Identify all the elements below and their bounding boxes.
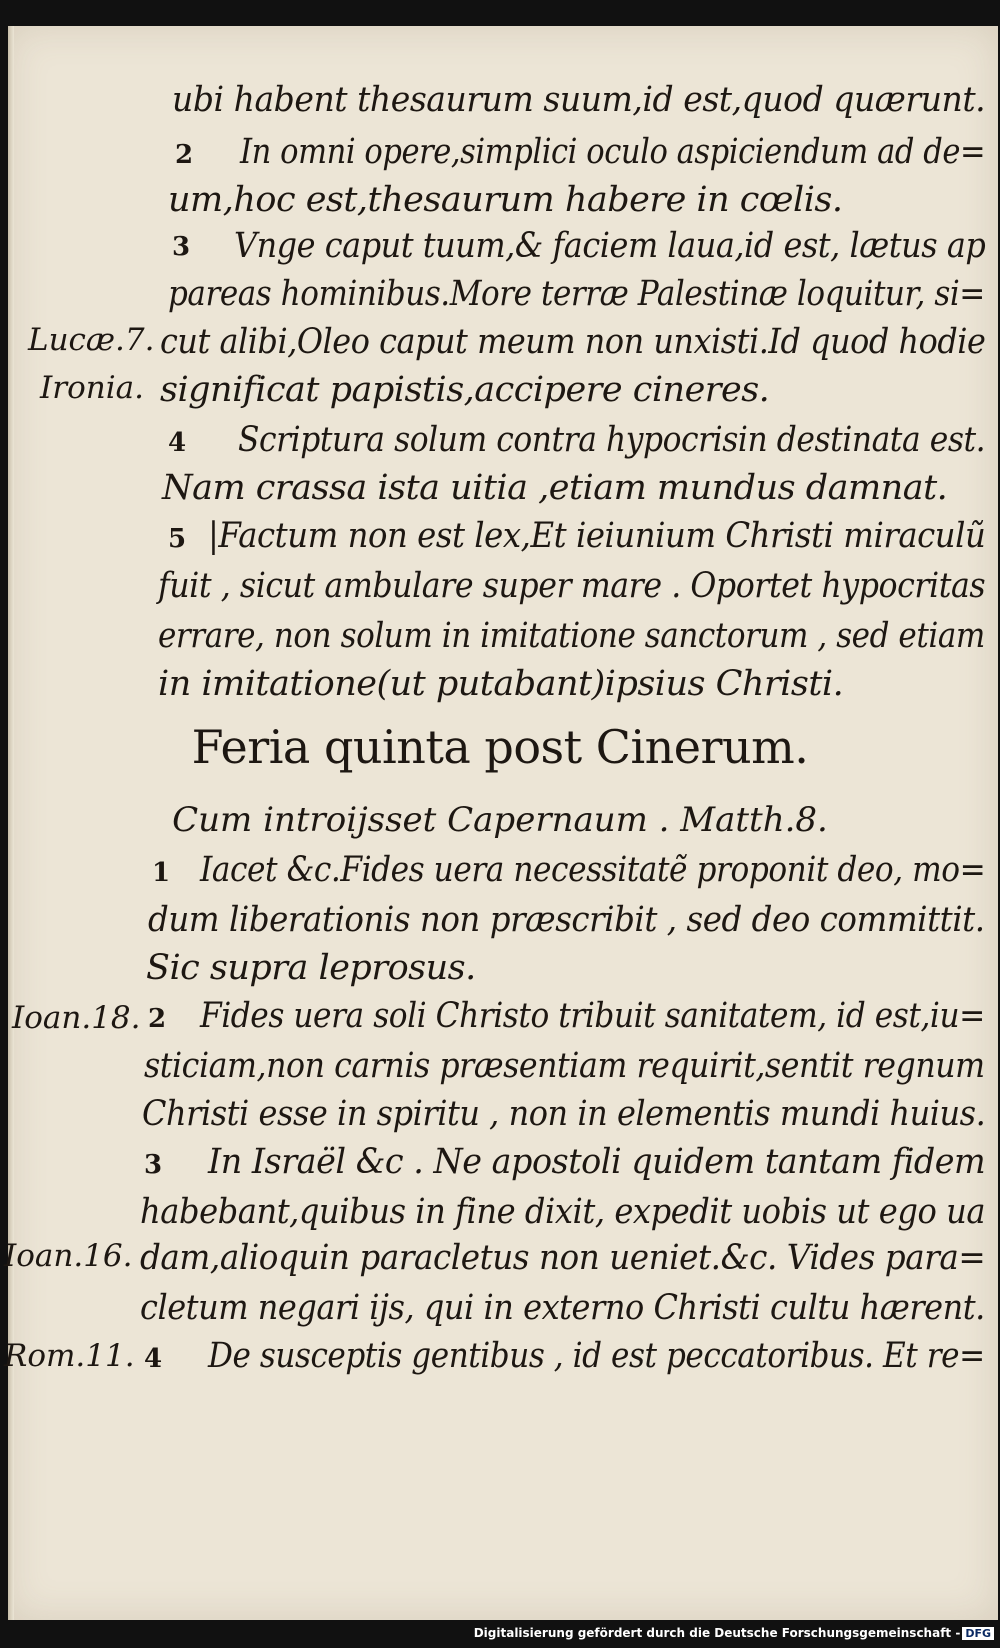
text-line: sticiam,non carnis præsentiam requirit,sentit regnum	[144, 1046, 985, 1086]
credit-text: Digitalisierung gefördert durch die Deutsche Forschungsgemeinschaft -	[473, 1626, 961, 1640]
text-line: errare, non solum in imitatione sanctorum , sed etiam	[158, 616, 985, 656]
margin-note: Rom.11.	[4, 1338, 135, 1374]
text-line: um,hoc est,thesaurum habere in cœlis.	[168, 180, 843, 220]
text-line: De susceptis gentibus , id est peccatoribus. Et re=	[208, 1336, 985, 1376]
text-line: in imitatione(ut putabant)ipsius Christi.	[158, 664, 844, 704]
text-line: cletum negari ijs, qui in externo Christi cultu hærent.	[140, 1288, 985, 1328]
paragraph-number: 1	[152, 858, 171, 888]
paragraph-number: 4	[144, 1344, 163, 1374]
text-line: Fides uera soli Christo tribuit sanitatem, id est,iu=	[200, 996, 985, 1036]
margin-note: Lucæ.7.	[28, 322, 155, 358]
text-line: In omni opere,simplici oculo aspiciendum ad de=	[240, 132, 986, 172]
text-line: Scriptura solum contra hypocrisin destinata est.	[238, 420, 986, 460]
text-line: fuit , sicut ambulare super mare . Oportet hypocritas	[158, 566, 986, 606]
text-line: ubi habent thesaurum suum,id est,quod quærunt.	[172, 80, 986, 120]
text-line: Nam crassa ista uitia ,etiam mundus damnat.	[162, 468, 948, 508]
paragraph-number: 2	[175, 140, 194, 170]
paragraph-number: 2	[148, 1004, 167, 1034]
text-line: pareas hominibus.More terræ Palestinæ loquitur, si=	[168, 274, 985, 314]
margin-note: Ioan.16.	[4, 1238, 133, 1274]
paragraph-number: 3	[172, 232, 191, 262]
margin-note: Ioan.18.	[12, 1000, 141, 1036]
margin-note: Ironia.	[40, 370, 144, 406]
paragraph-number: 3	[144, 1150, 163, 1180]
text-line: In Israël &c . Ne apostoli quidem tantam fidem	[208, 1142, 986, 1182]
paragraph-number: 5	[168, 524, 187, 554]
text-line: Sic supra leprosus.	[146, 948, 476, 988]
text-line: dum liberationis non præscribit , sed deo committit.	[148, 900, 985, 940]
section-subheading: Cum introijsset Capernaum . Matth.8.	[172, 800, 828, 840]
text-line: |Factum non est lex,Et ieiunium Christi miraculũ	[208, 516, 986, 556]
dfg-logo: DFG	[962, 1627, 994, 1640]
text-line: Christi esse in spiritu , non in elementis mundi huius.	[142, 1094, 986, 1134]
section-heading: Feria quinta post Cinerum.	[191, 720, 809, 774]
text-line: cut alibi,Oleo caput meum non unxisti.Id quod hodie	[160, 322, 986, 362]
text-line: habebant,quibus in fine dixit, expedit uobis ut ego ua	[140, 1192, 986, 1232]
text-line: dam,alioquin paracletus non ueniet.&c. Vides para=	[140, 1238, 986, 1278]
text-line: significat papistis,accipere cineres.	[160, 370, 770, 410]
paragraph-number: 4	[168, 428, 187, 458]
digitization-credit	[474, 1626, 994, 1640]
text-line: Vnge caput tuum,& faciem laua,id est, lætus ap	[234, 226, 986, 266]
text-line: Iacet &c.Fides uera necessitatẽ proponit deo, mo=	[200, 850, 986, 890]
